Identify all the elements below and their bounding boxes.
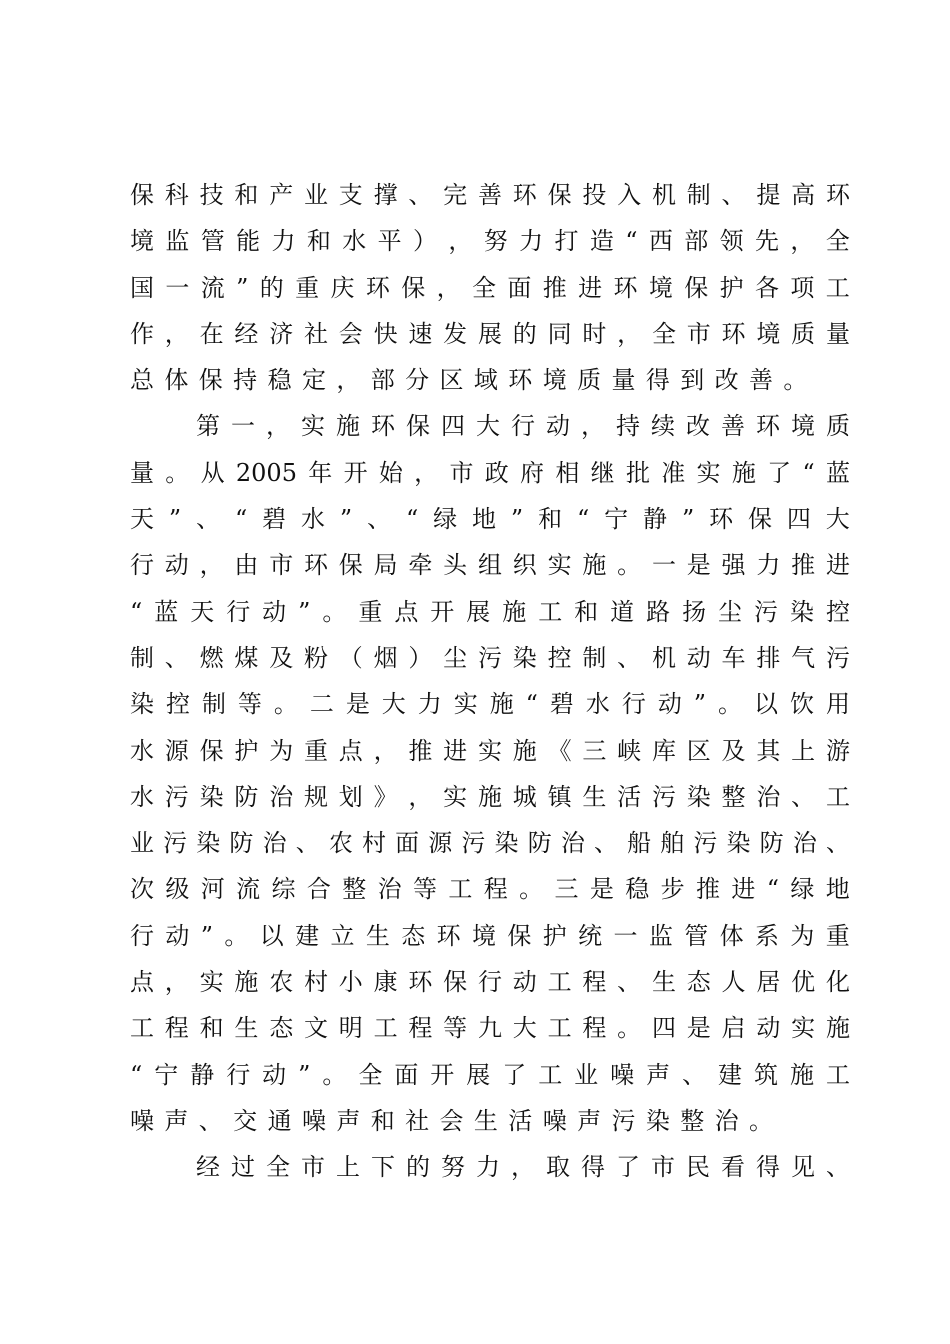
body-text <box>130 172 850 1191</box>
text-line: 行 动 ， 由 市 环 保 局 牵 头 组 织 实 施 。 一 是 强 力 推 进 <box>130 551 850 580</box>
text-line: 总 体 保 持 稳 定 ， 部 分 区 域 环 境 质 量 得 到 改 善 。 <box>130 366 808 395</box>
text-line: 次 级 河 流 综 合 整 治 等 工 程 。 三 是 稳 步 推 进 “ 绿 地 <box>130 875 850 904</box>
text-line: 保 科 技 和 产 业 支 撑 、 完 善 环 保 投 入 机 制 、 提 高 环 <box>130 181 850 209</box>
text-line: 第 一 ， 实 施 环 保 四 大 行 动 ， 持 续 改 善 环 境 质 <box>196 412 850 441</box>
text-line: 染 控 制 等 。 二 是 大 力 实 施 “ 碧 水 行 动 ” 。 以 饮 用 <box>130 690 850 719</box>
text-line: 噪 声 、 交 通 噪 声 和 社 会 生 活 噪 声 污 染 整 治 。 <box>130 1106 774 1135</box>
text-line: 工 程 和 生 态 文 明 工 程 等 九 大 工 程 。 四 是 启 动 实 施 <box>130 1014 850 1043</box>
text-line: 水 污 染 防 治 规 划 》 ， 实 施 城 镇 生 活 污 染 整 治 、 工 <box>130 782 850 811</box>
text-line: 制 、 燃 煤 及 粉 （ 烟 ） 尘 污 染 控 制 、 机 动 车 排 气 污 <box>130 643 850 672</box>
text-line: 水 源 保 护 为 重 点 ， 推 进 实 施 《 三 峡 库 区 及 其 上 游 <box>130 736 850 765</box>
text-line: 经 过 全 市 上 下 的 努 力 ， 取 得 了 市 民 看 得 见 、 <box>196 1153 850 1182</box>
text-line: “ 蓝 天 行 动 ” 。 重 点 开 展 施 工 和 道 路 扬 尘 污 染 控 <box>130 597 850 626</box>
text-line: “ 宁 静 行 动 ” 。 全 面 开 展 了 工 业 噪 声 、 建 筑 施 工 <box>130 1060 850 1089</box>
text-line: 行 动 ” 。 以 建 立 生 态 环 境 保 护 统 一 监 管 体 系 为 重 <box>130 921 850 950</box>
text-line: 境 监 管 能 力 和 水 平 ） ， 努 力 打 造 “ 西 部 领 先 ， 全 <box>130 227 850 256</box>
text-line: 作 ， 在 经 济 社 会 快 速 发 展 的 同 时 ， 全 市 环 境 质 量 <box>130 319 850 348</box>
text-line: 业 污 染 防 治 、 农 村 面 源 污 染 防 治 、 船 舶 污 染 防 治 、 <box>130 829 850 858</box>
text-line: 点 ， 实 施 农 村 小 康 环 保 行 动 工 程 、 生 态 人 居 优 化 <box>130 968 850 997</box>
text-line: 天 ” 、 “ 碧 水 ” 、 “ 绿 地 ” 和 “ 宁 静 ” 环 保 四 大 <box>130 505 850 534</box>
text-line: 量 。 从 2005 年 开 始 ， 市 政 府 相 继 批 准 实 施 了 “ 蓝 <box>130 458 850 487</box>
text-line: 国 一 流 ” 的 重 庆 环 保 ， 全 面 推 进 环 境 保 护 各 项 工 <box>130 273 850 302</box>
